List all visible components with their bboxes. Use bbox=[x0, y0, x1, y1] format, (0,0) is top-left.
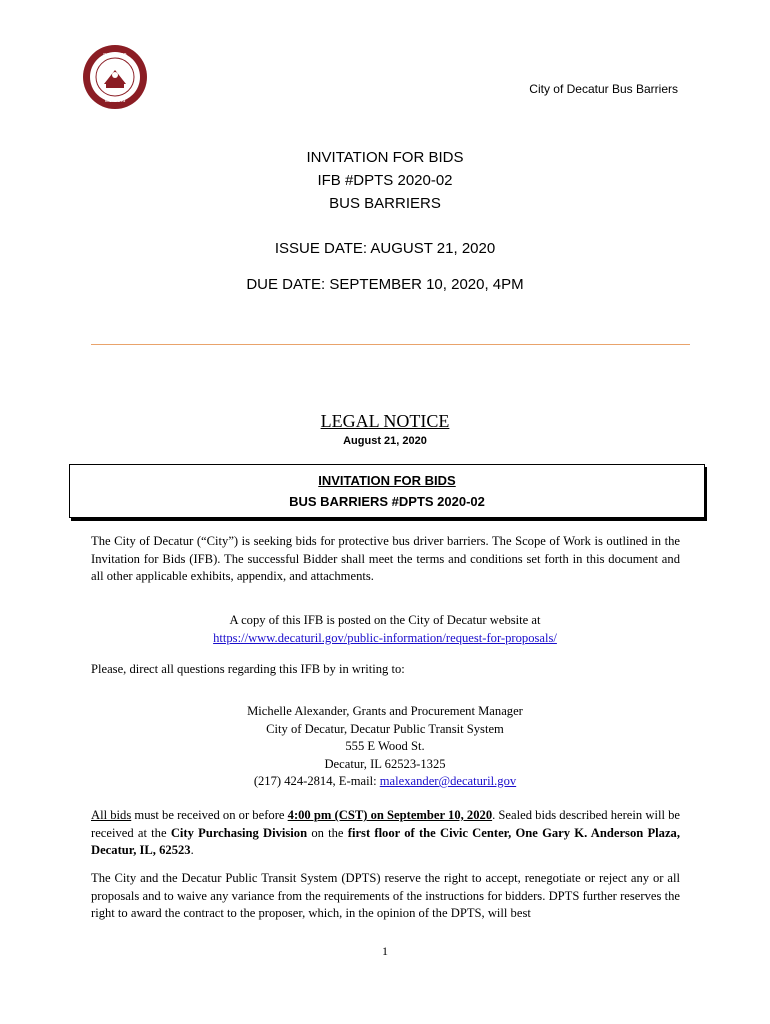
website-notice bbox=[0, 612, 770, 647]
purchasing-division-text: City Purchasing Division bbox=[170, 825, 308, 840]
title-block bbox=[0, 146, 770, 215]
legal-notice-heading: LEGAL NOTICE bbox=[320, 411, 450, 431]
invitation-box bbox=[69, 464, 705, 518]
contact-phone-email bbox=[0, 773, 770, 791]
submission-text-4: . bbox=[190, 843, 194, 857]
title-line-1: INVITATION FOR BIDS bbox=[306, 149, 464, 166]
contact-name: Michelle Alexander, Grants and Procurement Manager bbox=[247, 704, 523, 718]
contact-org: City of Decatur, Decatur Public Transit System bbox=[266, 721, 504, 736]
city-seal-logo bbox=[82, 44, 148, 110]
intro-paragraph: The City of Decatur (“City”) is seeking bids for protective bus driver barriers. The Scope of Work is outlined in the Invitation for Bids (IFB). The successful Bidder shall meet the terms and conditions set forth in this document and all other applicable exhibits, appendix, and attachments. bbox=[91, 534, 680, 583]
title-line-2: IFB #DPTS 2020-02 bbox=[317, 172, 453, 189]
contact-city: Decatur, IL 62523-1325 bbox=[324, 756, 446, 771]
website-notice-text: A copy of this IFB is posted on the City of Decatur website at bbox=[229, 613, 541, 627]
location-text: first floor of the Civic Center, One Gary K. Anderson Plaza, Decatur, IL, 62523 bbox=[91, 825, 680, 857]
contact-email-link[interactable]: malexander@decaturil.gov bbox=[379, 774, 517, 788]
page-number: 1 bbox=[382, 944, 388, 958]
questions-paragraph: Please, direct all questions regarding this IFB by in writing to: bbox=[91, 662, 405, 676]
all-bids-text: All bids bbox=[91, 808, 132, 822]
submission-text-3: on the bbox=[307, 825, 348, 840]
title-line-3: BUS BARRIERS bbox=[329, 195, 441, 212]
due-date: DUE DATE: SEPTEMBER 10, 2020, 4PM bbox=[246, 276, 524, 293]
contact-phone: (217) 424-2814, E-mail: bbox=[253, 774, 380, 788]
issue-date: ISSUE DATE: AUGUST 21, 2020 bbox=[274, 240, 496, 257]
svg-text:DECATUR: DECATUR bbox=[103, 53, 127, 59]
document-header-label: City of Decatur Bus Barriers bbox=[529, 82, 678, 96]
contact-street: 555 E Wood St. bbox=[345, 739, 425, 753]
submission-text-2: . Sealed bids described herein will be received at the bbox=[91, 808, 680, 840]
submission-paragraph bbox=[91, 807, 680, 860]
deadline-text: 4:00 pm (CST) on September 10, 2020 bbox=[287, 808, 493, 822]
svg-text:ILLINOIS: ILLINOIS bbox=[104, 98, 126, 104]
submission-text-1: must be received on or before bbox=[131, 808, 288, 822]
rfp-website-link[interactable]: https://www.decaturil.gov/public-information/request-for-proposals/ bbox=[213, 630, 557, 645]
invitation-box-subtitle: BUS BARRIERS #DPTS 2020-02 bbox=[289, 494, 485, 509]
horizontal-divider bbox=[91, 344, 690, 345]
invitation-box-title: INVITATION FOR BIDS bbox=[318, 473, 456, 488]
contact-address bbox=[0, 703, 770, 791]
rights-paragraph: The City and the Decatur Public Transit System (DPTS) reserve the right to accept, renegotiate or reject any or all proposals and to waive any variance from the requirements of the instructions for bidders. DPTS further reserves the right to award the contract to the proposer, which, in the opinion of the DPTS, will best bbox=[91, 871, 680, 920]
legal-notice-date: August 21, 2020 bbox=[343, 435, 427, 447]
